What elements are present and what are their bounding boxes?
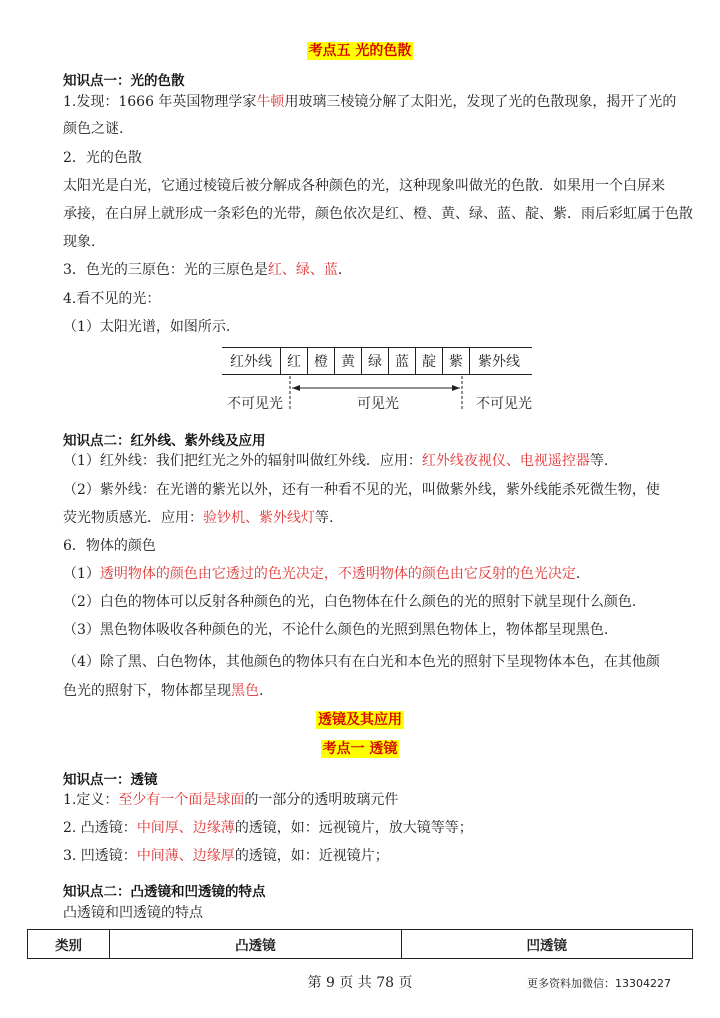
color-rule-2: （2）白色的物体可以反射各种颜色的光，白色物体在什么颜色的光的照射下就呈现什么颜色.: [63, 594, 637, 610]
text: （1）红外线：我们把红光之外的辐射叫做红外线．应用：: [63, 453, 422, 469]
table-header-category: 类别: [28, 930, 110, 959]
table-header-row: [28, 930, 693, 959]
title-highlight: 透镜及其应用: [318, 712, 402, 728]
text: .: [337, 262, 343, 278]
spectrum-cell-green: 绿: [362, 348, 389, 374]
section-subtitle-lens: [0, 738, 720, 758]
spectrum-cell-orange: 橙: [308, 348, 335, 374]
table-header-concave: 凹透镜: [401, 930, 692, 959]
discovery-paragraph-line2: 颜色之谜.: [63, 121, 124, 137]
primary-colors: [63, 260, 342, 280]
page-number: 第 9 页 共 78 页: [307, 975, 413, 991]
spectrum-cell-red: 红: [281, 348, 308, 374]
lens-k1-heading: 知识点一：透镜: [63, 772, 158, 788]
k2-heading: 知识点二：红外线、紫外线及应用: [63, 433, 266, 449]
infrared-line: [63, 451, 608, 471]
text: 3．色光的三原色：光的三原色是: [63, 262, 268, 278]
dispersion-line3: 现象.: [63, 234, 96, 250]
convex-highlight: 中间厚、边缘薄: [136, 820, 235, 836]
dispersion-title: 2．光的色散: [63, 150, 142, 166]
color-rule-4-line1: （4）除了黑、白色物体，其他颜色的物体只有在白光和本色光的照射下呈现物体本色，在其他颜: [63, 654, 660, 670]
spectrum-label-right: 不可见光: [476, 396, 532, 412]
text: （1）: [63, 566, 100, 582]
spectrum-cell-indigo: 靛: [416, 348, 443, 374]
spectrum-table: [222, 348, 528, 374]
contact-note: 更多资料加微信：13304227: [527, 977, 671, 990]
invisible-light-title: 4.看不见的光：: [63, 291, 161, 307]
text: 2. 凸透镜：: [63, 820, 137, 836]
lens-compare-caption: 凸透镜和凹透镜的特点: [63, 905, 203, 921]
section-title-dispersion: [0, 40, 720, 60]
section-title-lens: [0, 709, 720, 729]
newton-highlight: 牛顿: [256, 94, 285, 110]
lens-compare-table: [27, 929, 693, 959]
text: 等.: [315, 510, 334, 526]
spectrum-cell-infrared: 红外线: [230, 354, 272, 370]
solar-spectrum-caption: （1）太阳光谱，如图所示.: [63, 319, 231, 335]
discovery-paragraph-line1: [63, 92, 676, 112]
ultraviolet-line2: [63, 508, 333, 528]
text: 3. 凹透镜：: [63, 848, 137, 864]
text: 荧光物质感光．应用：: [63, 510, 203, 526]
ultraviolet-line1: （2）紫外线：在光谱的紫光以外，还有一种看不见的光，叫做紫外线，紫外线能杀死微生物，使: [63, 482, 660, 498]
spectrum-label-visible: 可见光: [357, 396, 399, 412]
text: 等.: [589, 453, 609, 469]
dispersion-line1: 太阳光是白光，它通过棱镜后被分解成各种颜色的光，这种现象叫做光的色散．如果用一个白屏来: [63, 178, 665, 194]
table-header-convex: 凸透镜: [110, 930, 401, 959]
text: 1.发现：1666 年英国物理学家: [63, 94, 257, 110]
object-color-title: 6．物体的颜色: [63, 538, 156, 554]
infrared-apps: 红外线夜视仪、电视遥控器: [421, 453, 590, 469]
text: 用玻璃三棱镜分解了太阳光，发现了光的色散现象，揭开了光的: [284, 94, 677, 110]
k1-heading: 知识点一：光的色散: [63, 73, 185, 89]
color-rule-4-line2: [63, 681, 263, 701]
color-rule-1-highlight: 透明物体的颜色由它透过的色光决定，不透明物体的颜色由它反射的色光决定: [99, 566, 576, 582]
dispersion-line2: 承接，在白屏上就形成一条彩色的光带，颜色依次是红、橙、黄、绿、蓝、靛、紫．雨后彩虹属于色散: [63, 206, 693, 222]
lens-definition: [63, 790, 398, 810]
text: .: [259, 683, 264, 699]
convex-lens-line: [63, 818, 473, 838]
subtitle-highlight: 考点一 透镜: [322, 741, 398, 757]
text: 的透镜，如：近视镜片；: [234, 848, 389, 864]
text: .: [575, 566, 581, 582]
spectrum-cell-blue: 蓝: [389, 348, 416, 374]
lens-k2-heading: 知识点二：凸透镜和凹透镜的特点: [63, 884, 266, 900]
text: 的一部分的透明玻璃元件: [244, 792, 399, 808]
solar-spectrum-diagram: [222, 347, 532, 375]
ultraviolet-apps: 验钞机、紫外线灯: [203, 510, 315, 526]
color-rule-1: [63, 564, 580, 584]
spectrum-cell-ultraviolet: 紫外线: [470, 348, 529, 374]
text: 1.定义：: [63, 792, 119, 808]
black-highlight: 黑色: [231, 683, 259, 699]
title-highlight: 考点五 光的色散: [308, 43, 412, 59]
spectrum-cell-yellow: 黄: [335, 348, 362, 374]
concave-lens-line: [63, 846, 389, 866]
text: 色光的照射下，物体都呈现: [63, 683, 231, 699]
color-rule-3: （3）黑色物体吸收各种颜色的光，不论什么颜色的光照到黑色物体上，物体都呈现黑色.: [63, 622, 609, 638]
definition-highlight: 至少有一个面是球面: [118, 792, 245, 808]
spectrum-label-left: 不可见光: [227, 396, 283, 412]
concave-highlight: 中间薄、边缘厚: [136, 848, 235, 864]
rgb-highlight: 红、绿、蓝: [267, 262, 338, 278]
spectrum-cell-violet: 紫: [443, 348, 470, 374]
text: 的透镜，如：远视镜片，放大镜等等；: [234, 820, 473, 836]
